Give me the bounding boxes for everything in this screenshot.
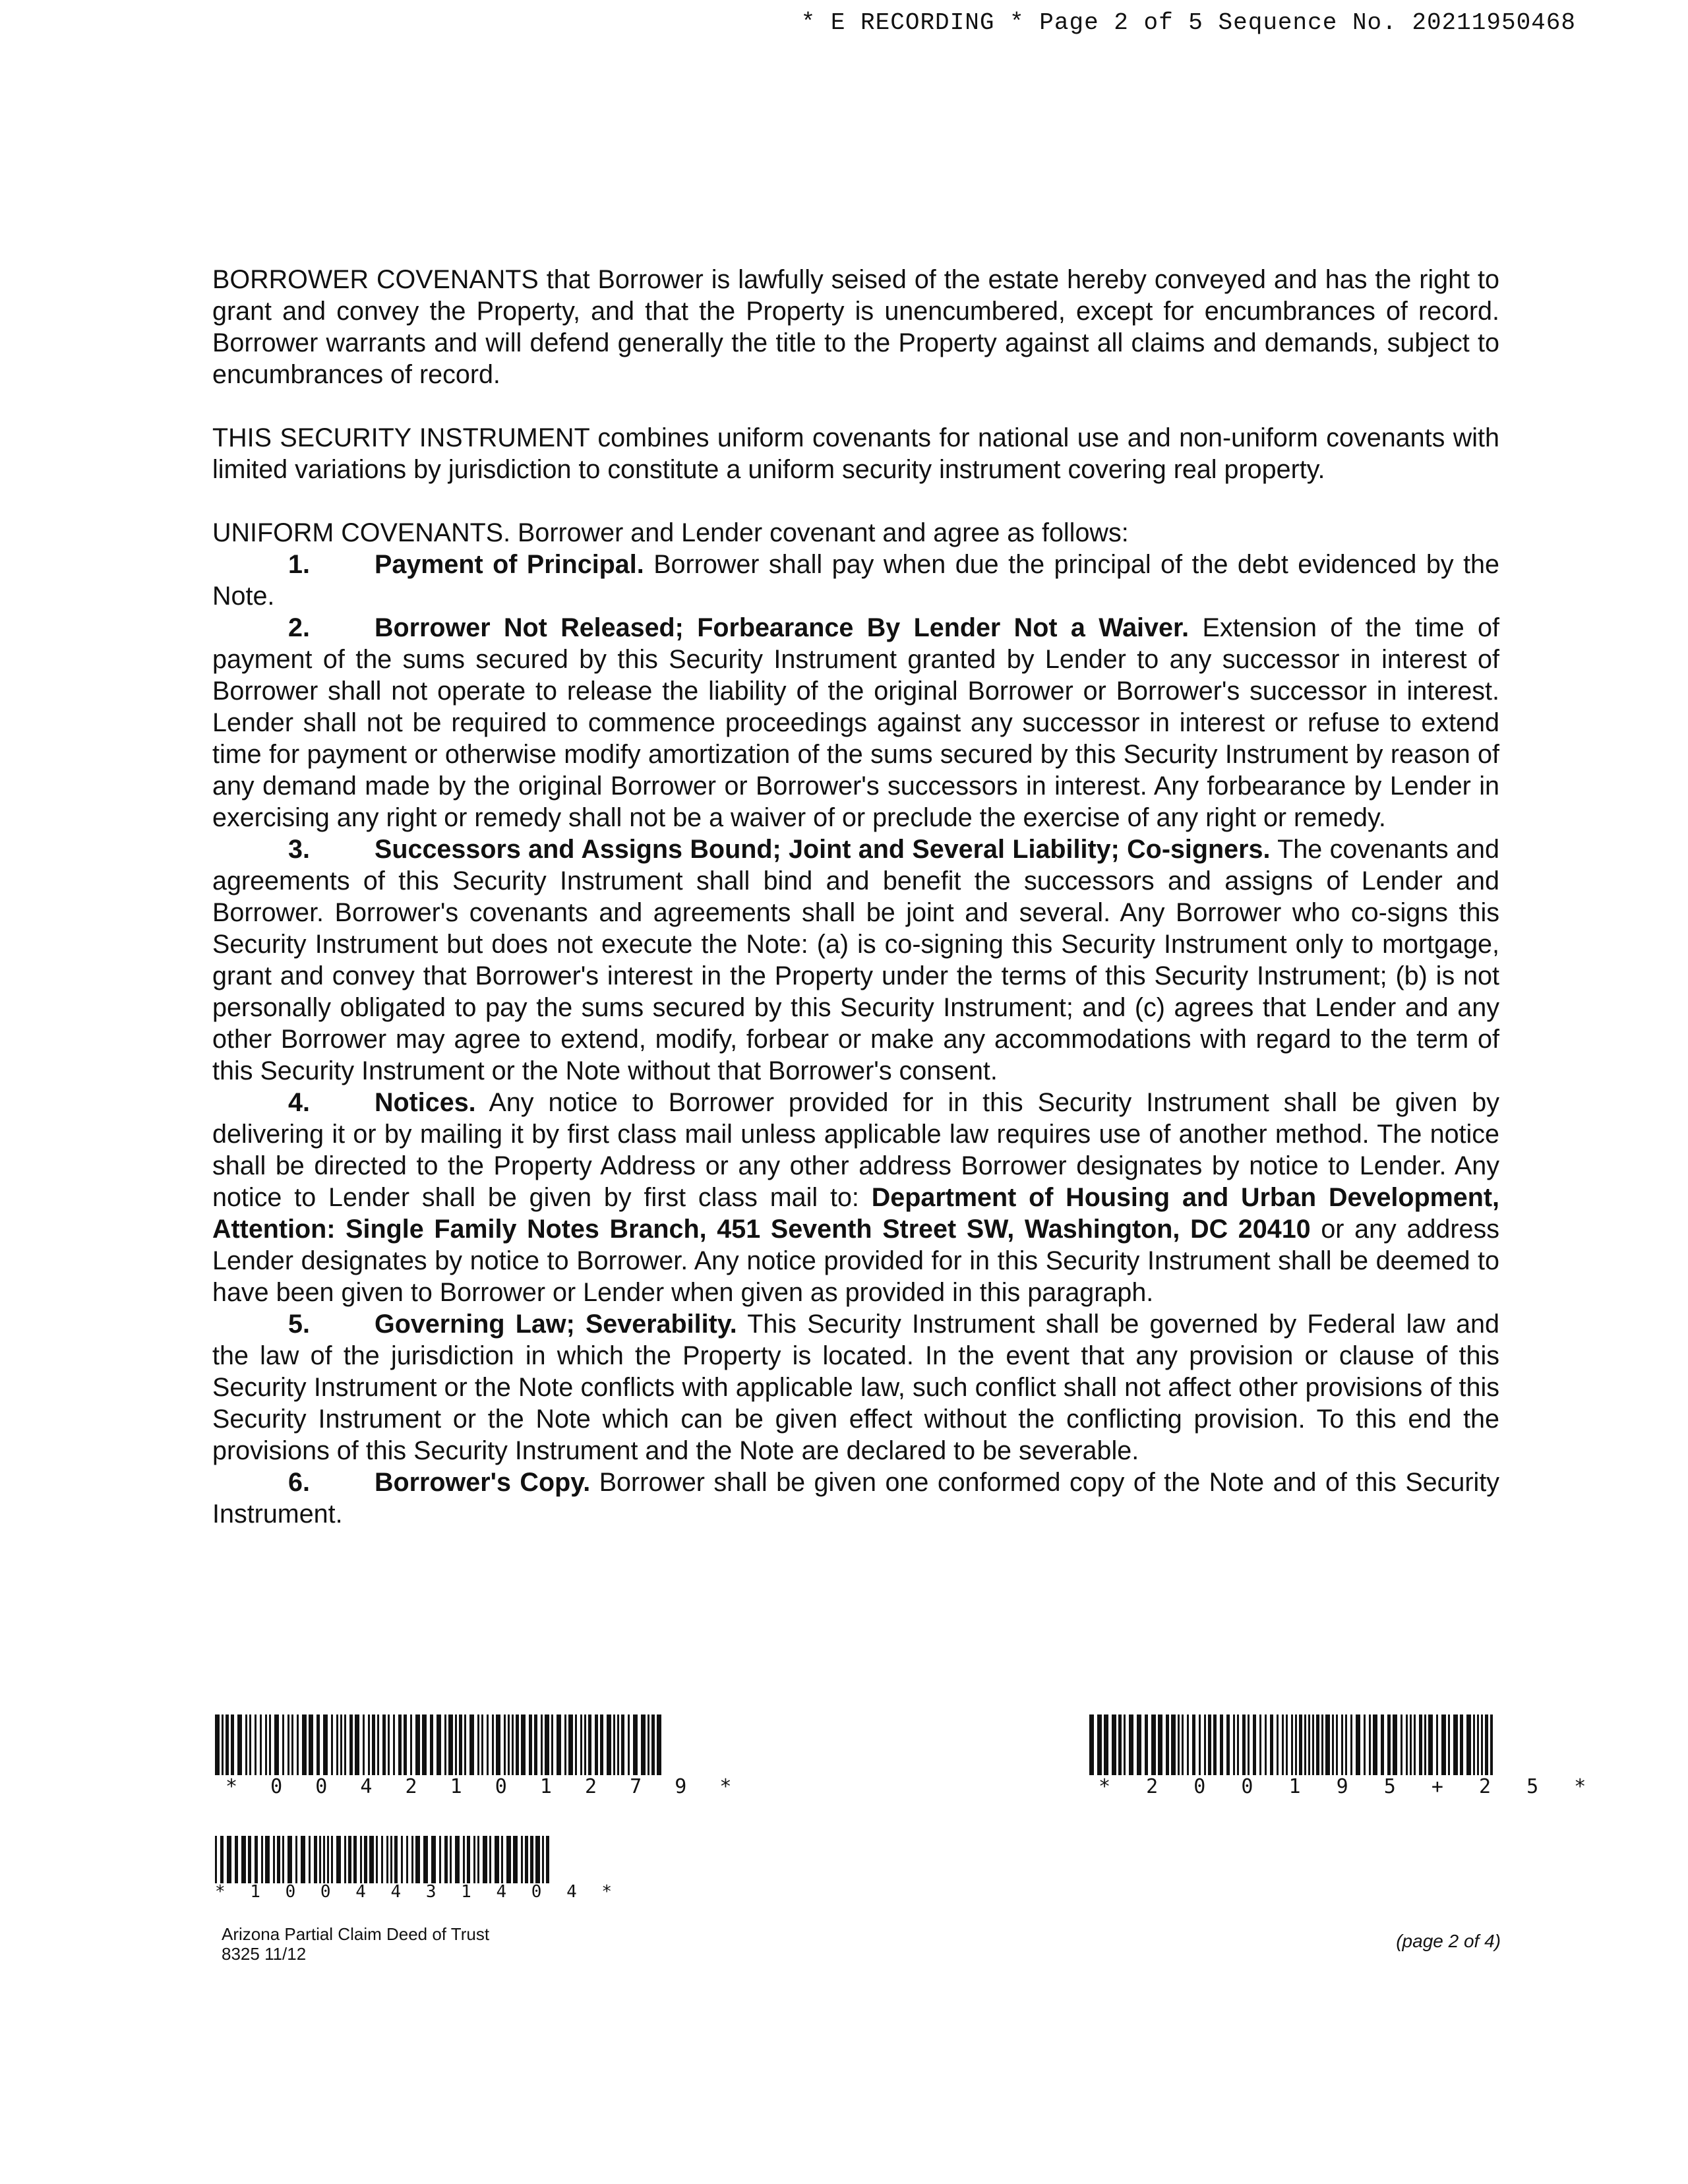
covenant-item-3 — [212, 834, 1499, 1087]
barcode-right-top — [1089, 1714, 1598, 1798]
covenant-item-6 — [212, 1467, 1499, 1530]
hud-notice-address: Department of Housing and Urban Development, Attention: Single Family Notes Branch, 451 Seventh Street SW, Washington, DC 20410 — [212, 1183, 1499, 1244]
form-code: 8325 11/12 — [222, 1944, 307, 1964]
covenant-text: This Security Instrument shall be governed by Federal law and the law of the jurisdiction in which the Property is located. In the event that any provision or clause of this Security Instrument or the Note conflicts with applicable law, such conflict shall not affect other provisions of this Security Instrument or the Note which can be given effect without the conflicting provision. To this end the provisions of this Security Instrument and the Note are declared to be severable. — [212, 1310, 1499, 1465]
covenant-text: Extension of the time of payment of the sums secured by this Security Instrument granted by Lender to any successor in interest of Borrower shall not operate to release the liability of the original Borrower or Borrower's successor in interest. Lender shall not be required to commence proceedings against any successor in interest or refuse to extend time for payment or otherwise modify amortization of the sums secured by this Security Instrument by reason of any demand made by the original Borrower or Borrower's successors in interest. Any forbearance by Lender in exercising any right or remedy shall not be a waiver of or preclude the exercise of any right or remedy. — [212, 613, 1499, 832]
covenant-number: 4. — [288, 1088, 310, 1117]
covenant-text: Borrower shall be given one conformed copy of the Note and of this Security Instrument. — [212, 1468, 1500, 1529]
barcode-bars-icon — [215, 1836, 553, 1883]
security-instrument-paragraph: THIS SECURITY INSTRUMENT combines uniform covenants for national use and non-uniform covenants with limited variations by jurisdiction to constitute a uniform security instrument covering real property. — [212, 423, 1499, 484]
covenant-number: 5. — [288, 1310, 310, 1339]
page-label: (page 2 of 4) — [1396, 1931, 1501, 1951]
covenant-number: 6. — [288, 1468, 310, 1497]
form-name: Arizona Partial Claim Deed of Trust — [222, 1924, 490, 1944]
covenant-text: Borrower shall pay when due the principal of the debt evidenced by the Note. — [212, 550, 1499, 611]
covenant-title: Successors and Assigns Bound; Joint and Several Liability; Co-signers. — [375, 835, 1271, 864]
barcode-left-bottom-label: * 1 0 0 4 4 3 1 4 0 4 * — [215, 1882, 620, 1902]
document-body — [212, 264, 1499, 1530]
covenant-title: Governing Law; Severability. — [375, 1310, 737, 1339]
covenant-title: Borrower Not Released; Forbearance By Lender Not a Waiver. — [375, 613, 1190, 642]
recording-header: * E RECORDING * Page 2 of 5 Sequence No. 20211950468 — [800, 9, 1576, 36]
covenant-text: The covenants and agreements of this Security Instrument shall bind and benefit the successors and assigns of Lender and Borrower. Borrower's covenants and agreements shall be joint and several. Any Borrower who co-signs this Security Instrument but does not execute the Note: (a) is co-signing this Security Instrument only to mortgage, grant and convey that Borrower's interest in the Property under the terms of this Security Instrument; (b) is not personally obligated to pay the sums secured by this Security Instrument; and (c) agrees that Lender and any other Borrower may agree to extend, modify, forbear or make any accommodations with regard to the term of this Security Instrument or the Note without that Borrower's consent. — [212, 835, 1499, 1085]
barcode-bars-icon — [1089, 1714, 1493, 1775]
covenant-title: Notices. — [375, 1088, 476, 1117]
covenant-title: Borrower's Copy. — [375, 1468, 591, 1497]
barcode-bars-icon — [215, 1714, 663, 1775]
covenant-item-2 — [212, 612, 1499, 834]
covenant-number: 2. — [288, 613, 310, 642]
covenant-title: Payment of Principal. — [375, 550, 644, 579]
uniform-covenants-intro: UNIFORM COVENANTS. Borrower and Lender covenant and agree as follows: — [212, 518, 1129, 547]
covenant-number: 1. — [288, 550, 310, 579]
form-footer — [222, 1924, 489, 1964]
borrower-covenants-paragraph: BORROWER COVENANTS that Borrower is lawfully seised of the estate hereby conveyed and has the right to grant and convey the Property, and that the Property is unencumbered, except for encumbrances of record. Borrower warrants and will defend generally the title to the Property against all claims and demands, subject to encumbrances of record. — [212, 265, 1499, 389]
covenant-item-1 — [212, 549, 1499, 612]
covenant-text-after: or any address Lender designates by notice to Borrower. Any notice provided for in this Security Instrument shall be deemed to have been given to Borrower or Lender when given as provided in this paragraph. — [212, 1215, 1500, 1307]
covenant-item-4 — [212, 1087, 1499, 1308]
covenant-item-5 — [212, 1308, 1499, 1467]
barcode-left-top — [215, 1714, 742, 1798]
barcode-right-top-label: * 2 0 0 1 9 5 + 2 5 * — [1099, 1775, 1598, 1798]
barcode-left-top-label: * 0 0 4 2 1 0 1 2 7 9 * — [226, 1775, 742, 1798]
barcode-left-bottom — [215, 1836, 620, 1902]
covenant-text: Any notice to Borrower provided for in this Security Instrument shall be given by delivering it or by mailing it by first class mail unless applicable law requires use of another method. The notice shall be directed to the Property Address or any other address Borrower designates by notice to Lender. Any notice to Lender shall be given by first class mail to: — [212, 1088, 1499, 1212]
covenant-number: 3. — [288, 835, 310, 864]
